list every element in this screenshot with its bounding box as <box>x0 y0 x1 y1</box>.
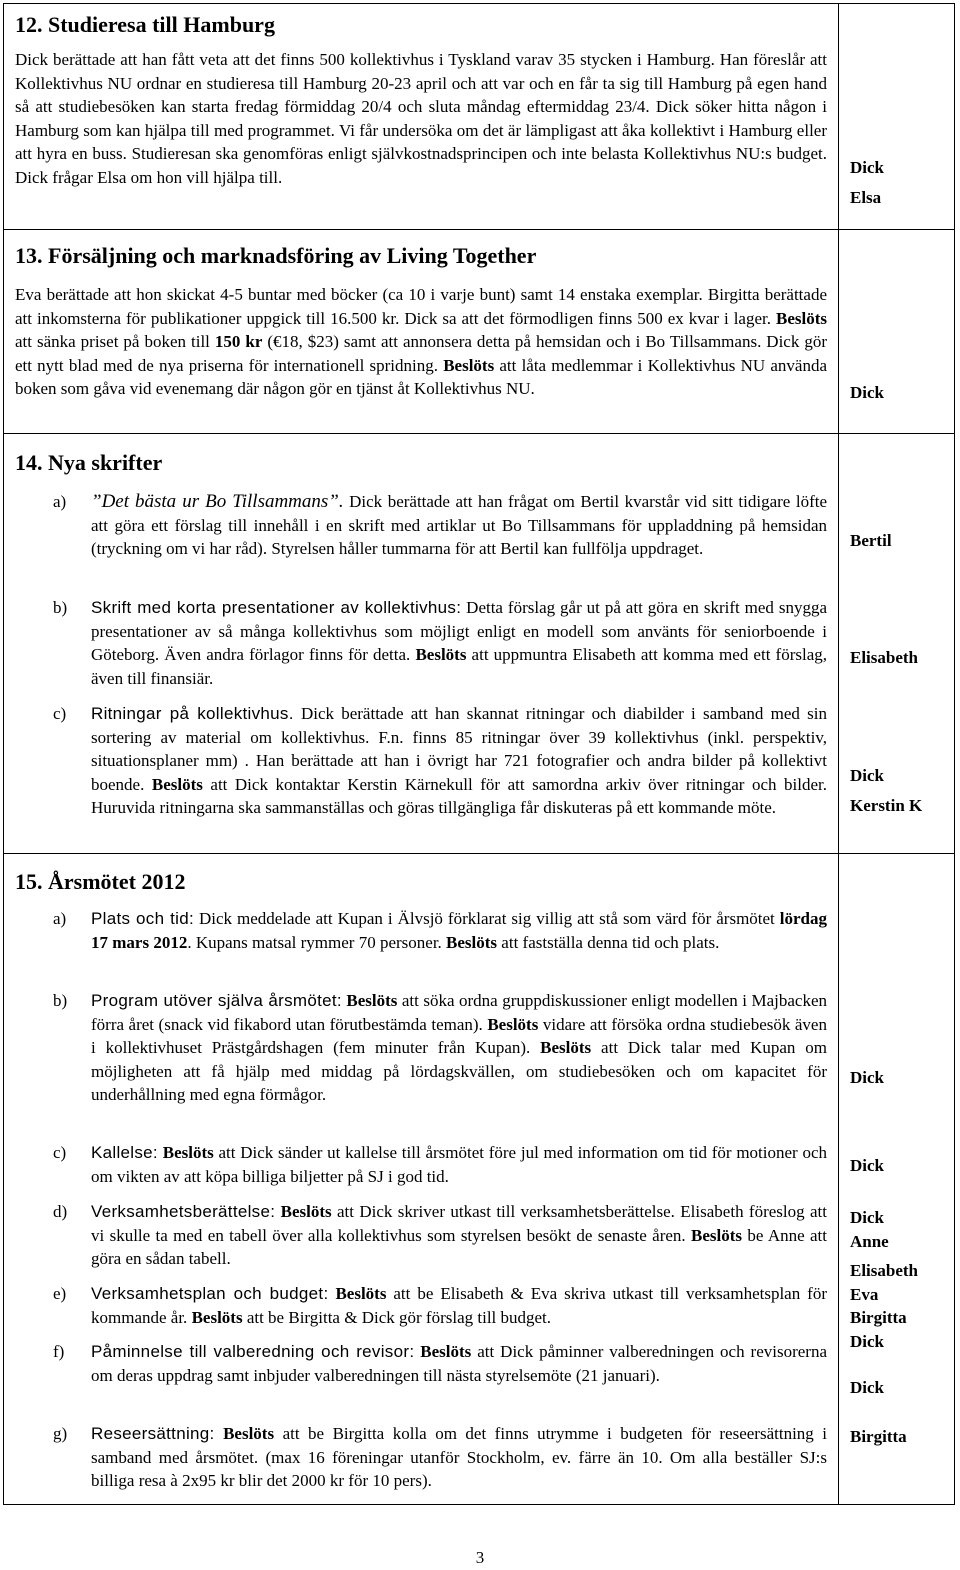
responsible-s15d <box>850 1206 950 1253</box>
responsible-s15e <box>850 1259 950 1353</box>
responsible-name: Bertil <box>850 531 892 550</box>
section-body: Eva berättade att hon skickat 4-5 buntar med böcker (ca 10 i varje bunt) samt 14 enstaka exemplar. Birgitta berättade att inkomsterna för publikationer uppgick till 16.500 kr. Dick sa att det förmodligen finns 500 ex kvar i lager. Beslöts att sänka priset på boken till 150 kr (€18, $23) samt att annonsera detta på hemsidan och i Bo Tillsammans. Dick gör ett nytt blad med de nya priserna för internationell spridning. Beslöts att låta medlemmar i Kollektivhus NU använda boken som gåva vid evenemang där någon gör en tjänst åt Kollektivhus NU. <box>15 285 828 398</box>
responsible-name: Elisabeth <box>850 648 919 667</box>
responsible-s14b <box>850 646 950 670</box>
section-heading: 13. Försäljning och marknadsföring av Living Together <box>15 243 537 268</box>
responsible-name: Dick <box>850 158 884 177</box>
section-heading: 14. Nya skrifter <box>15 450 163 475</box>
section-14 <box>15 450 827 476</box>
responsible-name: Birgitta <box>850 1308 907 1327</box>
row-divider <box>3 853 955 854</box>
responsible-name: Dick <box>850 1208 884 1227</box>
section-heading: 15. Årsmötet 2012 <box>15 869 186 894</box>
responsible-name: Dick <box>850 1378 884 1397</box>
responsible-name: Dick <box>850 1156 884 1175</box>
responsible-s14c <box>850 764 950 817</box>
section-12 <box>15 12 827 189</box>
section-13 <box>15 243 827 401</box>
responsible-name: Eva <box>850 1284 879 1304</box>
section-15 <box>15 869 827 895</box>
responsible-name: Dick <box>850 1331 884 1351</box>
responsible-name: Dick <box>850 1068 884 1087</box>
row-divider <box>3 433 955 434</box>
responsible-name: Birgitta <box>850 1427 907 1446</box>
section-body: Dick berättade att han fått veta att det finns 500 kollektivhus i Tyskland varav 35 stycken i Hamburg. Han föreslår att Kollektivhus NU ordnar en studieresa till Hamburg 20-23 april och att var och en får ta sig till Hamburg på egen hand så att studiebesöken kan starta fredag förmiddag 20/4 och sluta måndag eftermiddag 23/4. Dick söker hitta någon i Hamburg som kan hjälpa till med programmet. Vi får undersöka om det är lämpligast att åka kollektivt i Hamburg eller att hyra en buss. Studieresan ska genomföras enligt självkostnadsprincipen och inte belasta Kollektivhus NU:s budget. Dick frågar Elsa om hon vill hjälpa till. <box>15 50 827 187</box>
responsible-s15b <box>850 1066 950 1090</box>
responsible-name: Dick <box>850 766 884 785</box>
responsible-s15f <box>850 1376 950 1400</box>
page-number: 3 <box>475 1548 485 1567</box>
responsible-name: Kerstin K <box>850 795 923 815</box>
responsible-s13 <box>850 381 950 405</box>
section-heading: 12. Studieresa till Hamburg <box>15 12 275 37</box>
responsible-s15c <box>850 1154 950 1178</box>
row-divider <box>3 229 955 230</box>
responsible-s15g <box>850 1425 950 1449</box>
responsible-s14a <box>850 529 950 553</box>
responsible-name: Dick <box>850 383 884 402</box>
responsible-s12 <box>850 156 950 209</box>
responsible-name: Elisabeth <box>850 1261 919 1280</box>
responsible-name: Anne <box>850 1231 889 1251</box>
responsible-name: Elsa <box>850 187 882 207</box>
